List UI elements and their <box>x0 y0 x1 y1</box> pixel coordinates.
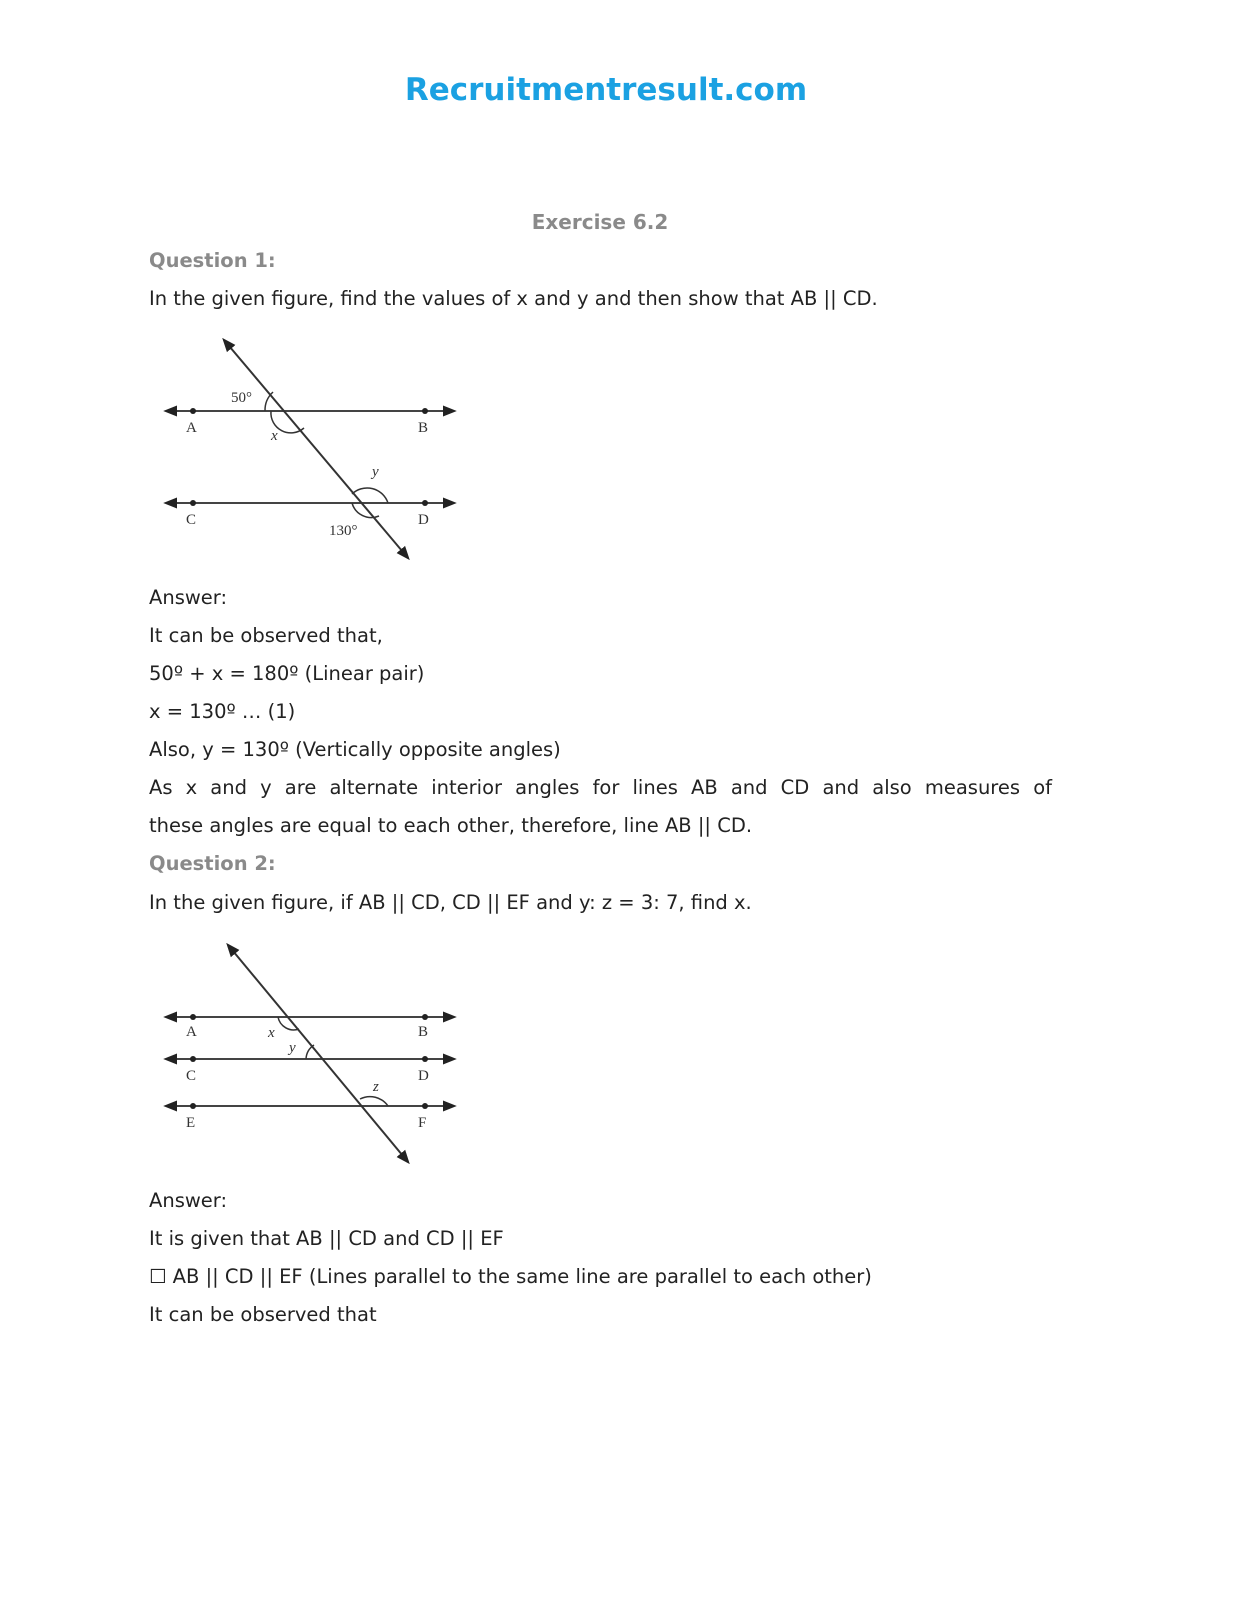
exercise-title: Exercise 6.2 <box>531 210 669 234</box>
answer-2-line: It is given that AB || CD and CD || EF <box>149 1227 504 1250</box>
label-c: C <box>186 512 197 528</box>
label-f: F <box>418 1115 427 1131</box>
answer-1-line: 50º + x = 180º (Linear pair) <box>149 662 425 685</box>
angle-y: y <box>372 464 379 480</box>
label-d: D <box>418 1068 429 1084</box>
label-b: B <box>418 1024 429 1040</box>
answer-1-line: these angles are equal to each other, therefore, line AB || CD. <box>149 814 753 837</box>
angle-z: z <box>373 1079 379 1095</box>
angle-y: y <box>289 1040 296 1056</box>
label-b: B <box>418 420 429 436</box>
angle-50: 50° <box>231 390 252 406</box>
question-2-text: In the given figure, if AB || CD, CD || EF and y: z = 3: 7, find x. <box>149 891 752 914</box>
label-d: D <box>418 512 429 528</box>
label-c: C <box>186 1068 197 1084</box>
answer-1-label: Answer: <box>149 586 228 609</box>
site-watermark[interactable]: Recruitmentresult.com <box>404 72 808 108</box>
angle-x: x <box>271 428 278 444</box>
question-1-heading: Question 1: <box>149 249 276 272</box>
answer-1-line: As x and y are alternate interior angles for lines AB and CD and also measures of <box>149 776 1052 799</box>
answer-2-line: ☐ AB || CD || EF (Lines parallel to the same line are parallel to each other) <box>149 1265 872 1288</box>
answer-1-line: x = 130º … (1) <box>149 700 296 723</box>
angle-130: 130° <box>329 523 358 539</box>
label-a: A <box>186 420 197 436</box>
answer-1-line: Also, y = 130º (Vertically opposite angles) <box>149 738 561 761</box>
answer-2-label: Answer: <box>149 1189 228 1212</box>
question-2-heading: Question 2: <box>149 852 276 875</box>
figure-2 <box>166 945 454 1162</box>
answer-1-line: It can be observed that, <box>149 624 383 647</box>
angle-x: x <box>268 1025 275 1041</box>
figure-1 <box>166 340 454 558</box>
label-a: A <box>186 1024 197 1040</box>
label-e: E <box>186 1115 196 1131</box>
question-1-text: In the given figure, find the values of x and y and then show that AB || CD. <box>149 287 878 310</box>
answer-2-line: It can be observed that <box>149 1303 377 1326</box>
